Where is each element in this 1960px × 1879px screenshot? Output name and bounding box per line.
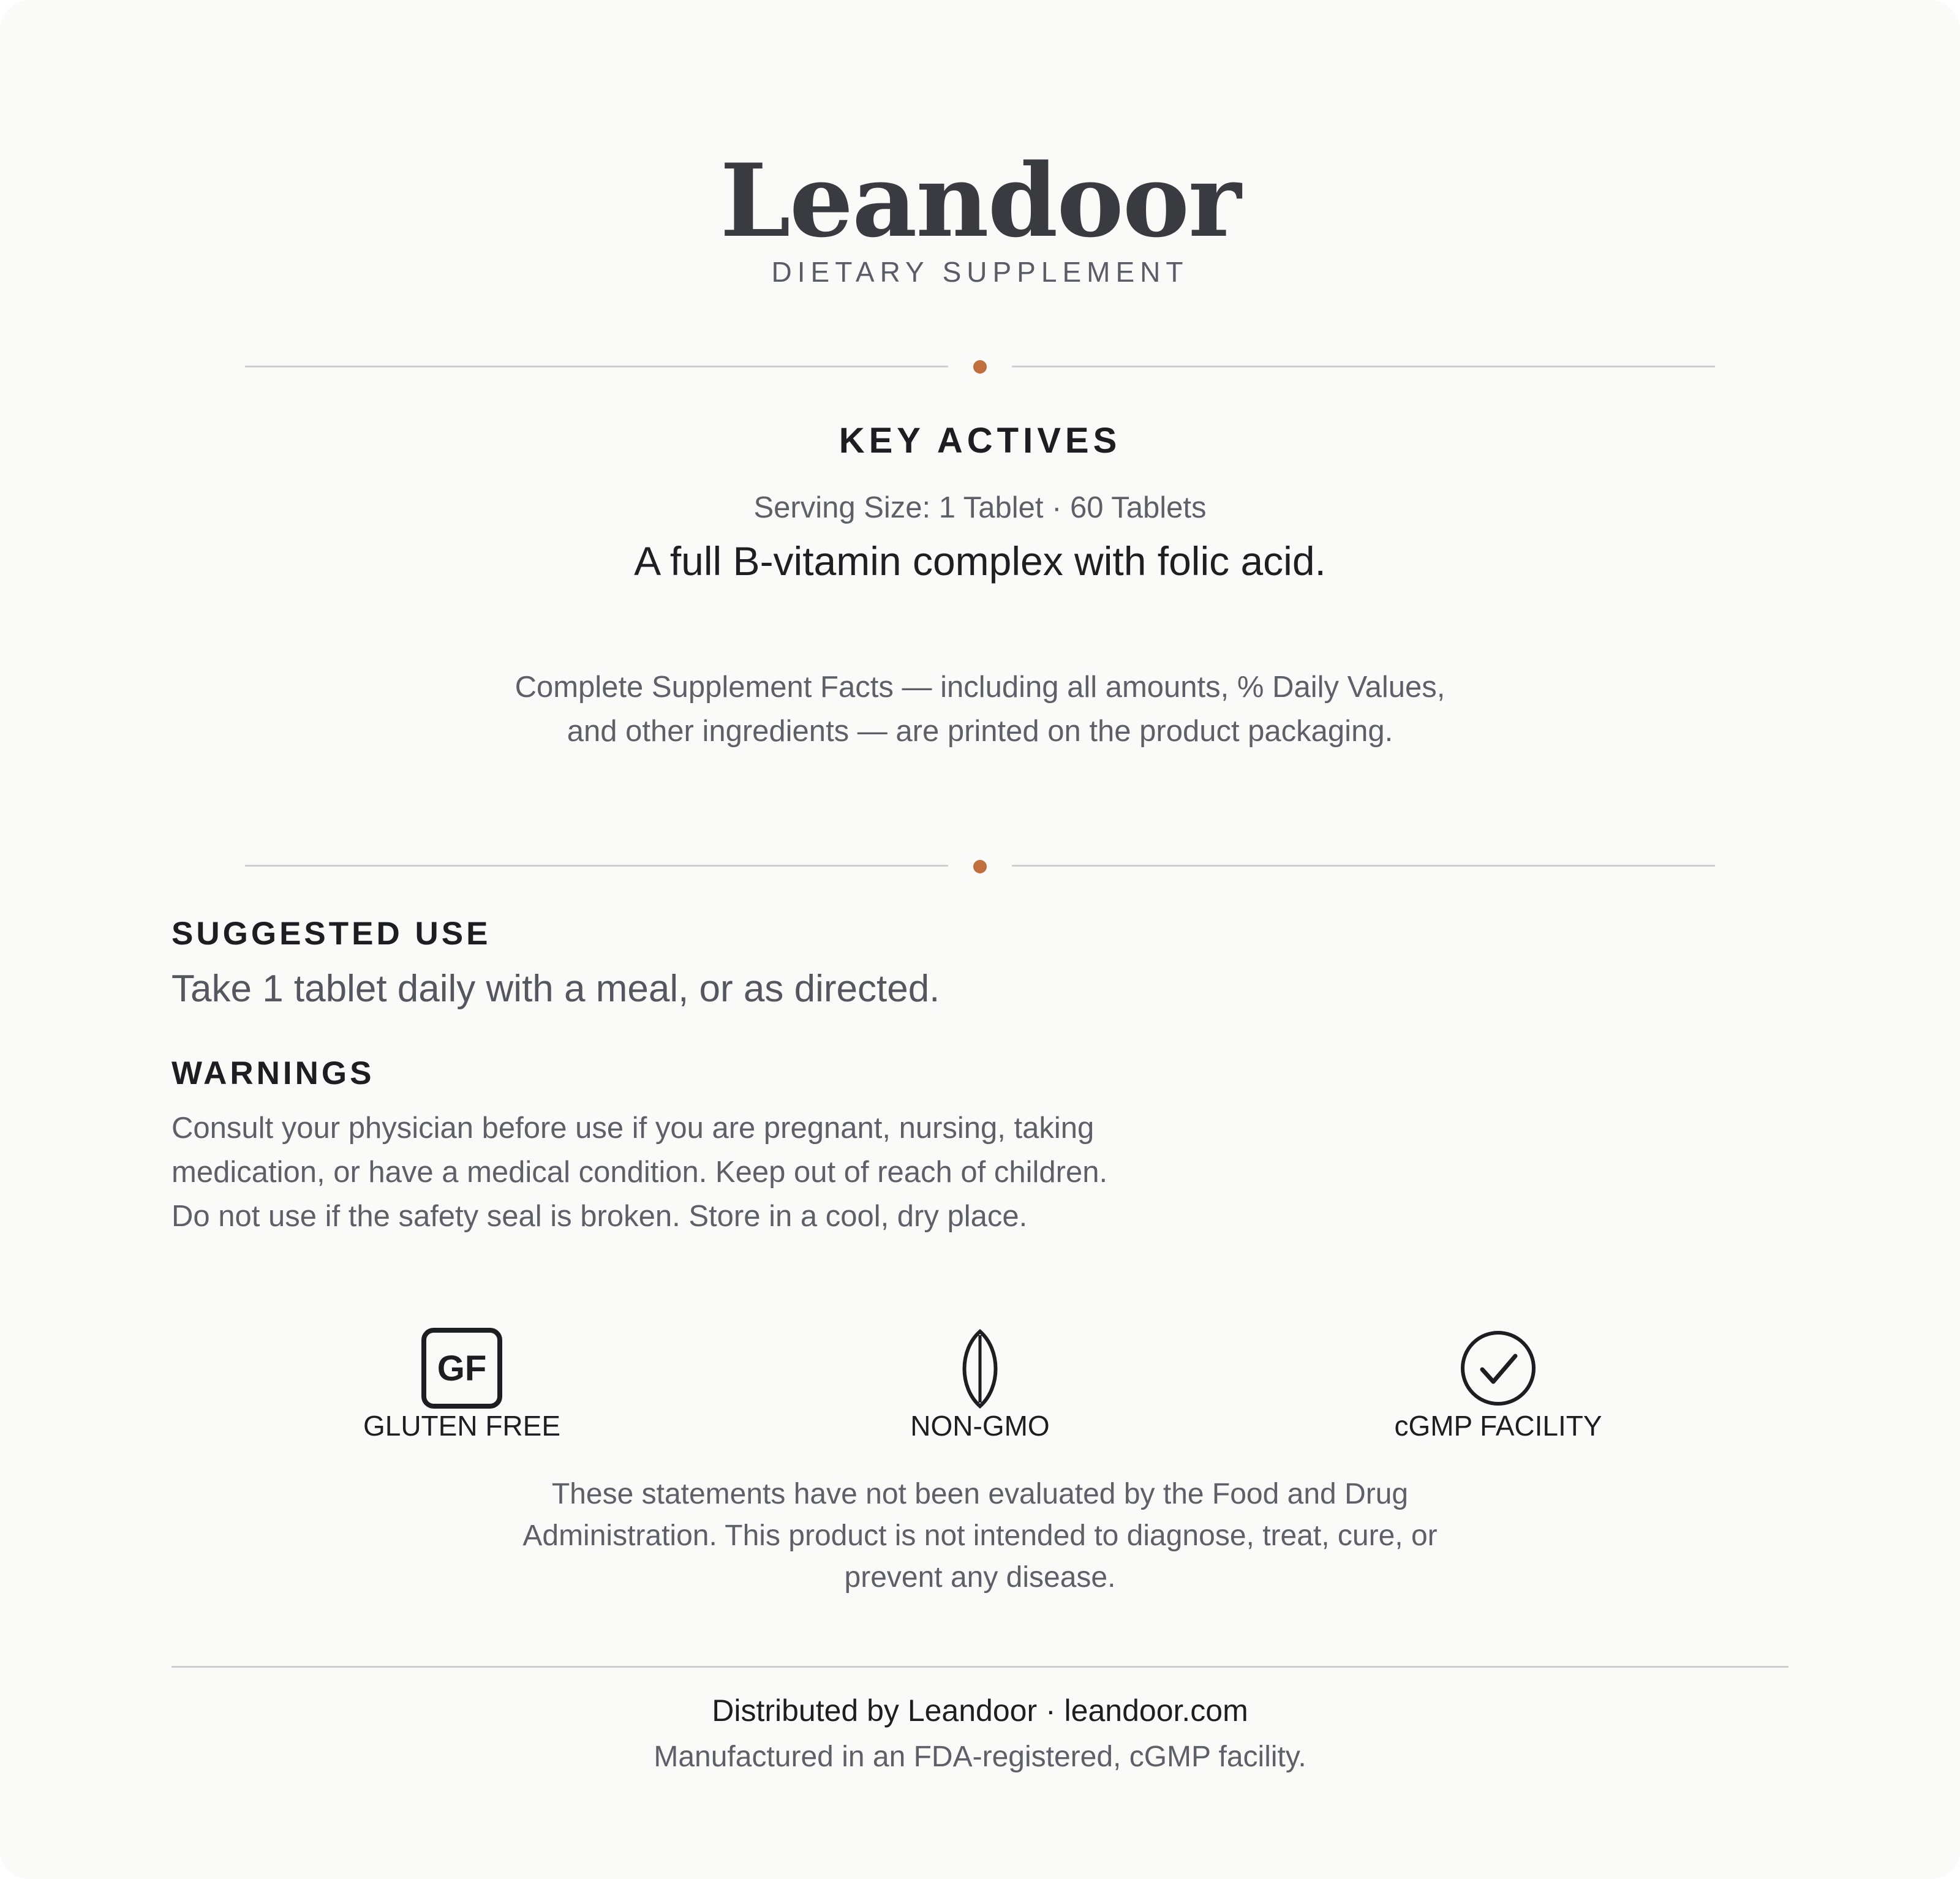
manufactured-note: Manufactured in an FDA-registered, cGMP facility. (654, 1741, 1306, 1773)
warnings-text: Consult your physician before use if you are pregnant, nursing, taking medication, or have a medical condition. Keep out of reach of children. Do not use if the safety seal is broken. Store in a cool, dry place. (172, 1112, 1108, 1233)
divider-dot (973, 860, 987, 873)
brand-subtitle: DIETARY SUPPLEMENT (771, 256, 1189, 288)
check-circle-icon (1455, 1323, 1541, 1409)
svg-text:GF: GF (437, 1349, 487, 1388)
supplement-facts-note: Complete Supplement Facts — including all amounts, % Daily Values, and other ingredients — are printed on the product packaging. (514, 671, 1446, 748)
divider-line-right (1012, 366, 1715, 367)
warnings-heading: WARNINGS (172, 1055, 375, 1091)
badge-non-gmo (766, 1323, 1194, 1444)
key-actives-heading: KEY ACTIVES (839, 421, 1121, 461)
distributed-by: Distributed by Leandoor · leandoor.com (712, 1693, 1248, 1728)
brand-name: Leandoor (720, 141, 1240, 260)
divider-line-left (245, 865, 948, 867)
badge-label: GLUTEN FREE (363, 1410, 561, 1442)
leaf-icon (937, 1323, 1023, 1409)
footer-divider (172, 1666, 1789, 1668)
suggested-use-text: Take 1 tablet daily with a meal, or as directed. (172, 968, 940, 1010)
fda-disclaimer: These statements have not been evaluated by the Food and Drug Administration. This product is not intended to diagnose, treat, cure, or prevent any disease. (522, 1478, 1438, 1594)
product-tagline: A full B-vitamin complex with folic acid. (634, 538, 1326, 584)
serving-size: Serving Size: 1 Tablet · 60 Tablets (753, 491, 1207, 524)
divider-line-right (1012, 865, 1715, 867)
suggested-use-heading: SUGGESTED USE (172, 916, 491, 952)
gluten-free-icon (419, 1323, 505, 1409)
badge-cgmp-facility (1284, 1323, 1713, 1444)
divider-line-left (245, 366, 948, 367)
badge-label: cGMP FACILITY (1394, 1410, 1602, 1442)
badge-gluten-free (247, 1323, 676, 1444)
badge-label: NON-GMO (910, 1410, 1050, 1442)
divider-dot (973, 360, 987, 374)
